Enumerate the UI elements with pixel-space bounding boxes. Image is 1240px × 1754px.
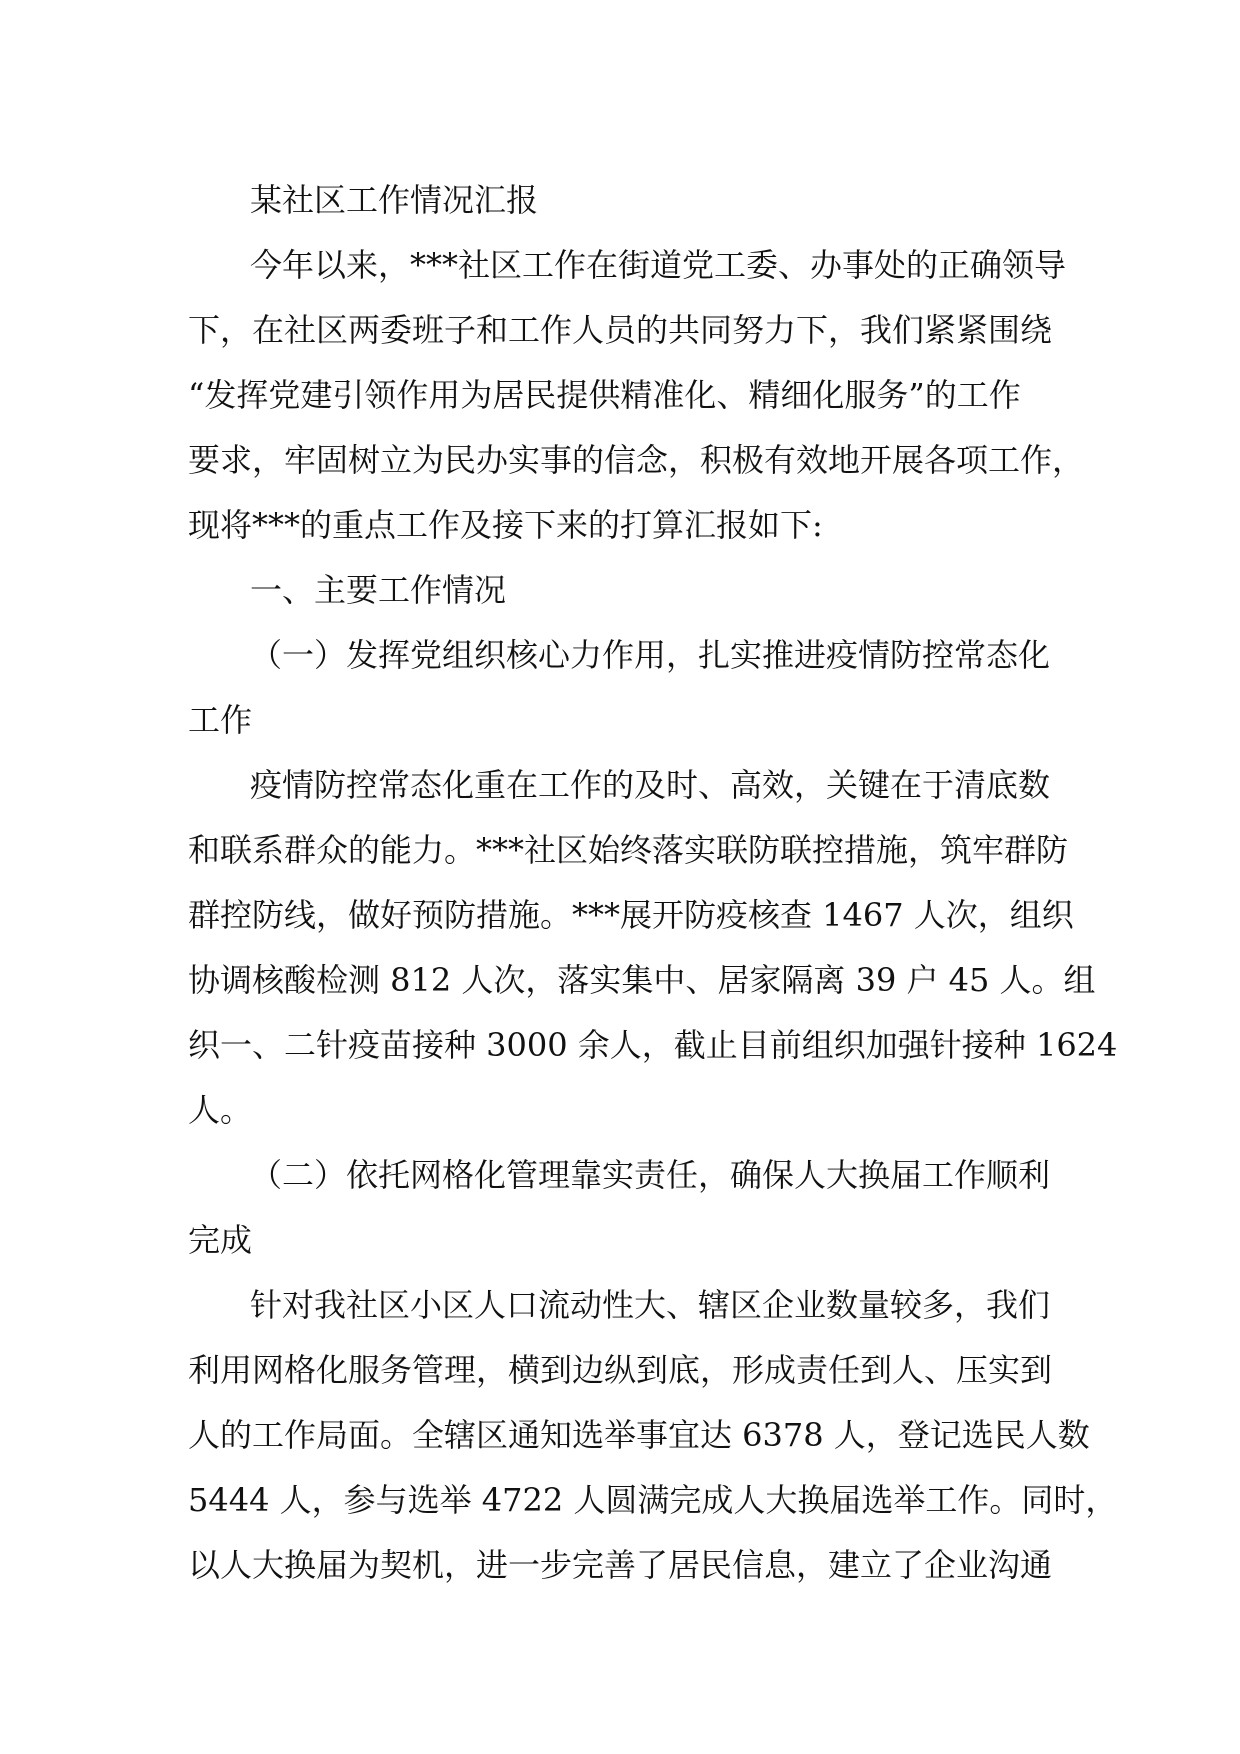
- subsection-heading-continuation: 完成: [188, 1221, 253, 1259]
- paragraph-line: 利用网格化服务管理，横到边纵到底，形成责任到人、压实到: [188, 1351, 1053, 1389]
- paragraph-line: 人的工作局面。全辖区通知选举事宜达 6378 人，登记选民人数: [188, 1416, 1090, 1454]
- subsection-heading: （一）发挥党组织核心力作用，扎实推进疫情防控常态化: [250, 636, 1051, 674]
- paragraph-line: 以人大换届为契机，进一步完善了居民信息，建立了企业沟通: [188, 1546, 1053, 1584]
- paragraph-line: 下，在社区两委班子和工作人员的共同努力下，我们紧紧围绕: [188, 311, 1053, 349]
- paragraph-line: 和联系群众的能力。***社区始终落实联防联控措施，筑牢群防: [188, 831, 1069, 869]
- paragraph-line: “发挥党建引领作用为居民提供精准化、精细化服务”的工作: [188, 376, 1021, 414]
- paragraph-line: 现将***的重点工作及接下来的打算汇报如下:: [188, 506, 823, 544]
- paragraph-line: 5444 人，参与选举 4722 人圆满完成人大换届选举工作。同时，: [188, 1481, 1118, 1519]
- paragraph-line: 群控防线，做好预防措施。***展开防疫核查 1467 人次，组织: [188, 896, 1074, 934]
- paragraph-line: 针对我社区小区人口流动性大、辖区企业数量较多，我们: [250, 1286, 1051, 1324]
- section-heading: 一、主要工作情况: [250, 571, 507, 609]
- paragraph-line: 疫情防控常态化重在工作的及时、高效，关键在于清底数: [250, 766, 1051, 804]
- paragraph-line: 协调核酸检测 812 人次，落实集中、居家隔离 39 户 45 人。组: [188, 961, 1096, 999]
- document-body: [188, 168, 1118, 1598]
- paragraph-line: 人。: [188, 1091, 253, 1129]
- paragraph-line: 要求，牢固树立为民办实事的信念，积极有效地开展各项工作，: [188, 441, 1085, 479]
- paragraph-line: 今年以来，***社区工作在街道党工委、办事处的正确领导: [250, 246, 1067, 284]
- document-title: 某社区工作情况汇报: [250, 181, 539, 219]
- subsection-heading-continuation: 工作: [188, 701, 253, 739]
- subsection-heading: （二）依托网格化管理靠实责任，确保人大换届工作顺利: [250, 1156, 1051, 1194]
- paragraph-line: 织一、二针疫苗接种 3000 余人，截止目前组织加强针接种 1624: [188, 1026, 1118, 1064]
